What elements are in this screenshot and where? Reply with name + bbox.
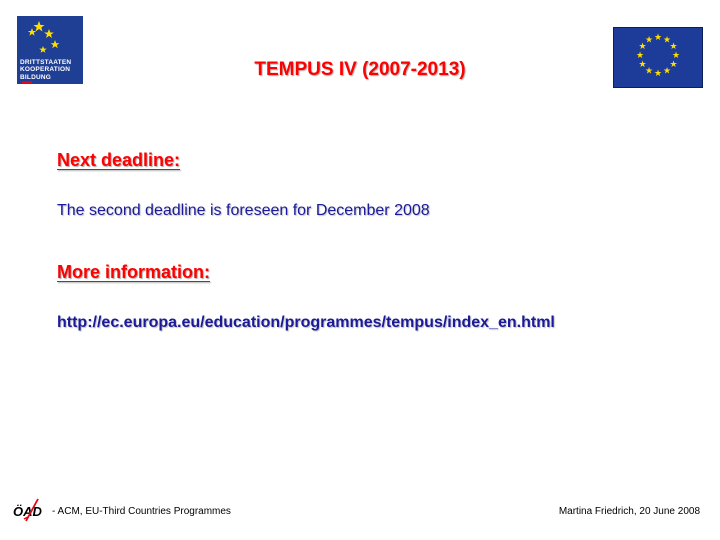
svg-text:★: ★: [638, 60, 647, 70]
logo-line-1: DRITTSTAATEN: [20, 59, 72, 66]
oead-logo-icon: [12, 497, 46, 523]
logo-line-3: BILDUNG: [20, 73, 52, 81]
next-deadline-text: The second deadline is foreseen for December 2008: [57, 202, 430, 219]
footer-author-date: Martina Friedrich, 20 June 2008: [558, 506, 700, 517]
svg-text:★: ★: [662, 66, 672, 77]
svg-text:★: ★: [638, 42, 647, 52]
svg-text:★: ★: [669, 60, 678, 70]
svg-text:★: ★: [644, 35, 654, 46]
more-information-heading: More information:: [57, 262, 210, 282]
oead-logo: [12, 497, 46, 523]
svg-text:★: ★: [653, 33, 663, 43]
logo-line-2: KOOPERATION: [20, 66, 71, 74]
logo-red-stripe: [22, 81, 32, 84]
eu-flag-icon: [613, 27, 703, 88]
svg-text:★: ★: [669, 42, 678, 52]
page-title: TEMPUS IV (2007-2013): [254, 59, 466, 80]
svg-text:★: ★: [662, 35, 672, 46]
more-information-link[interactable]: http://ec.europa.eu/education/programmes/tempus/index_en.html: [57, 314, 555, 331]
svg-text:★: ★: [635, 51, 645, 61]
next-deadline-heading: Next deadline:: [57, 150, 181, 170]
footer-program-text: - ACM, EU-Third Countries Programmes: [52, 506, 231, 517]
svg-text:★: ★: [644, 66, 654, 77]
svg-text:★: ★: [671, 51, 681, 61]
svg-text:ÖAD: ÖAD: [13, 504, 42, 519]
svg-text:★: ★: [653, 69, 663, 79]
